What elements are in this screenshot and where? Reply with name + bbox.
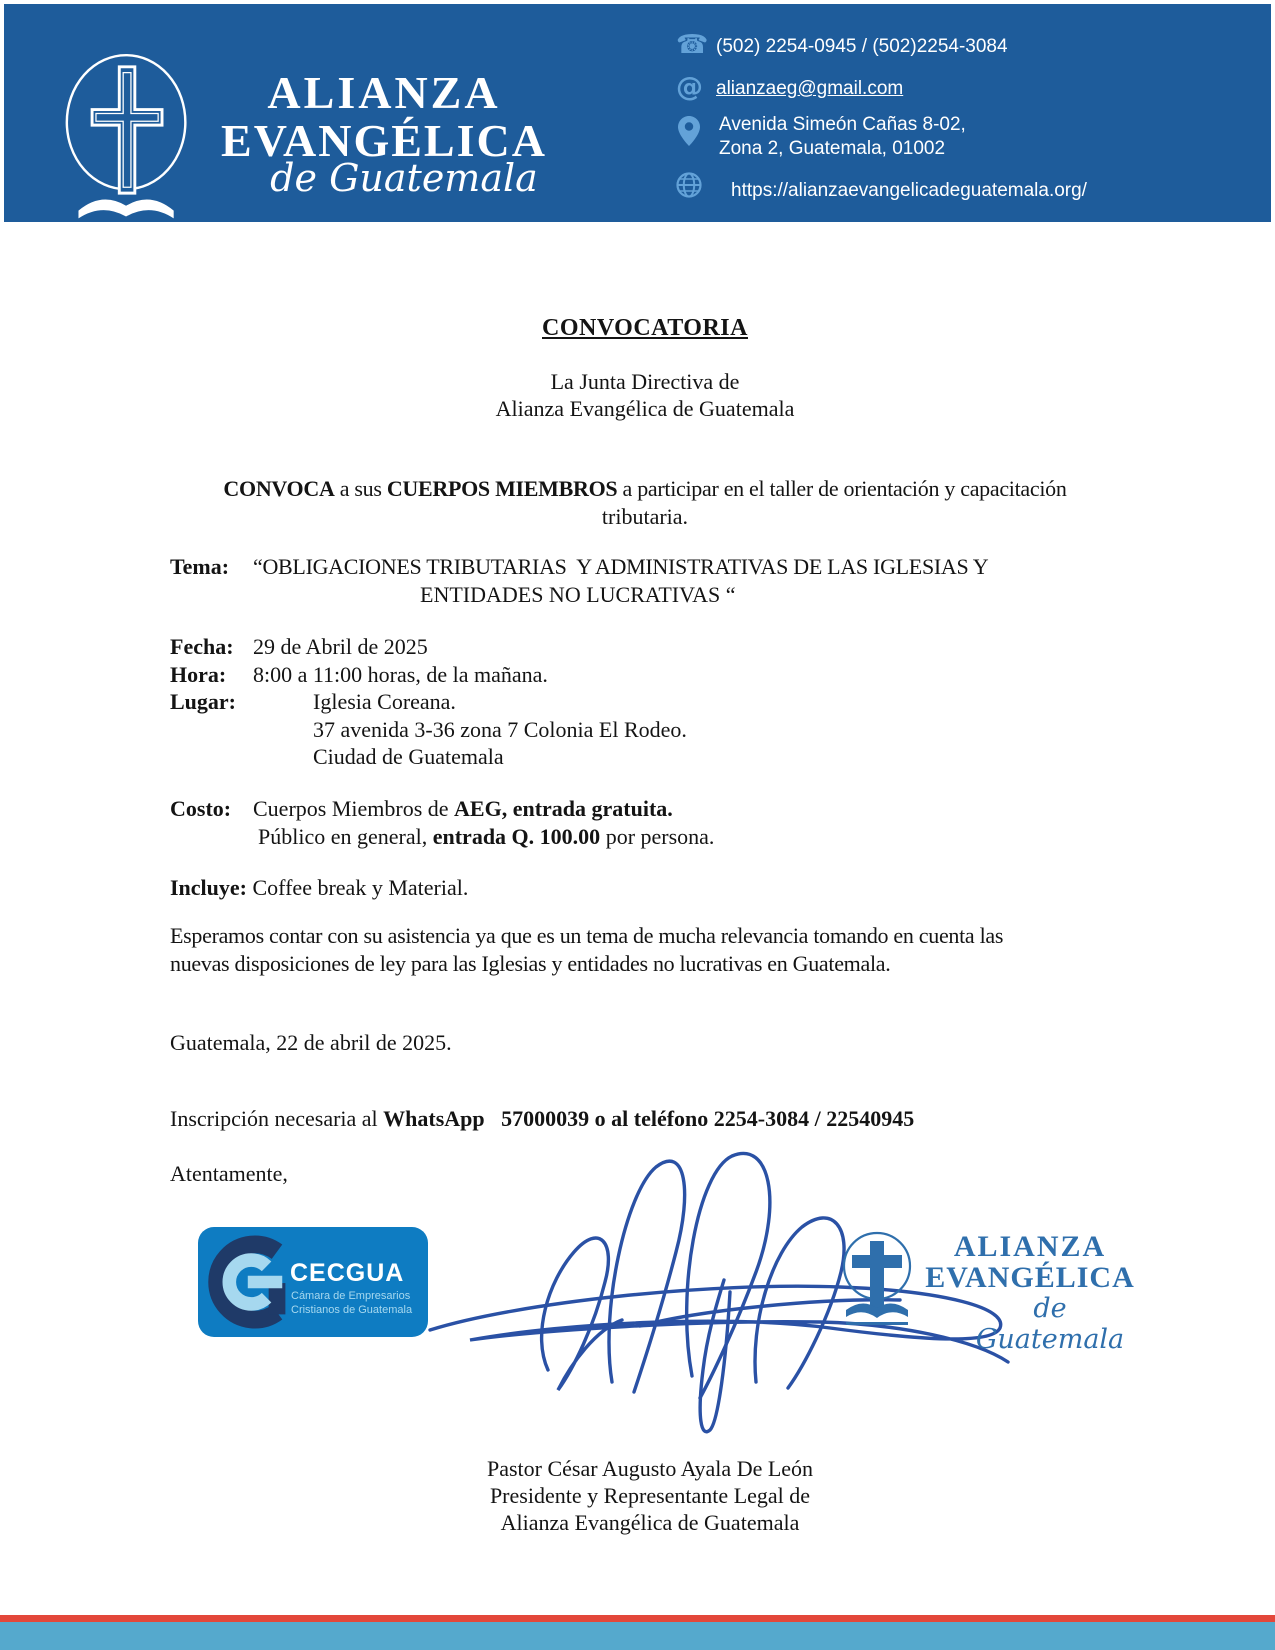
intro-line-1: La Junta Directiva de: [550, 369, 740, 394]
phone-icon: ☎: [676, 30, 709, 60]
paragraph-line-2: nuevas disposiciones de ley para las Iglesias y entidades no lucrativas en Guatemala.: [170, 951, 891, 976]
convoca-line-2: tributaria.: [601, 504, 689, 529]
date-line: Guatemala, 22 de abril de 2025.: [170, 1030, 452, 1055]
convoca-line-1: CONVOCA a sus CUERPOS MIEMBROS a participar en el taller de orientación y capacitación: [223, 476, 1067, 501]
intro-line-2: Alianza Evangélica de Guatemala: [495, 396, 795, 421]
brand-word-alianza: ALIANZA: [267, 67, 501, 118]
fecha-value: 29 de Abril de 2025: [253, 634, 428, 659]
cecgua-g-mark-icon: [206, 1235, 300, 1329]
footer-blue-bar: [0, 1622, 1275, 1650]
phone-numbers: (502) 2254-0945 / (502)2254-3084: [716, 36, 1008, 57]
signatory-title: Presidente y Representante Legal de: [489, 1483, 811, 1508]
location-pin-icon: [678, 116, 700, 146]
at-icon: @: [676, 72, 703, 103]
inscription-bold: WhatsApp 57000039 o al teléfono 2254-3084 / 22540945: [383, 1106, 915, 1131]
lugar-line-2: 37 avenida 3-36 zona 7 Colonia El Rodeo.: [313, 717, 687, 742]
aeg-footer-word-de-guatemala: de Guatemala: [975, 1293, 1125, 1355]
globe-icon: [676, 172, 702, 198]
address-line-2: Zona 2, Guatemala, 01002: [719, 138, 946, 159]
brand-word-evangelica: EVANGÉLICA: [221, 115, 547, 166]
costo-bold-2: entrada Q. 100.00: [432, 824, 601, 849]
brand-word-de-guatemala: de Guatemala: [270, 156, 538, 200]
hora-label: Hora:: [170, 662, 227, 687]
costo-line-1: Cuerpos Miembros de AEG, entrada gratuita.: [253, 796, 673, 821]
incluye-label: Incluye:: [170, 875, 247, 900]
inscription-line: Inscripción necesaria al WhatsApp 57000039 o al teléfono 2254-3084 / 22540945: [170, 1106, 915, 1131]
closing-line: Atentamente,: [170, 1161, 288, 1186]
lugar-label: Lugar:: [170, 689, 236, 714]
address-line-1: Avenida Simeón Cañas 8-02,: [719, 114, 966, 135]
tema-label: Tema:: [170, 554, 230, 579]
aeg-footer-word-alianza: ALIANZA: [953, 1230, 1107, 1263]
costo-line-2: Público en general, entrada Q. 100.00 por persona.: [258, 824, 715, 849]
convoca-bold-1: CONVOCA: [223, 476, 335, 501]
costo-bold-1: AEG, entrada gratuita.: [454, 796, 673, 821]
signatory-org: Alianza Evangélica de Guatemala: [500, 1510, 800, 1535]
footer-red-bar: [0, 1615, 1275, 1622]
lugar-line-1: Iglesia Coreana.: [313, 689, 456, 714]
lugar-line-3: Ciudad de Guatemala: [313, 744, 504, 769]
aeg-footer-word-evangelica: EVANGÉLICA: [925, 1261, 1135, 1294]
convoca-bold-2: CUERPOS MIEMBROS: [386, 476, 618, 501]
email-link[interactable]: alianzaeg@gmail.com: [716, 78, 904, 99]
aeg-cross-book-logo-icon: [61, 49, 197, 244]
cecgua-logo: [198, 1227, 428, 1337]
letterhead: [4, 4, 1271, 222]
cecgua-tagline: Cámara de Empresarios Cristianos de Guatemala: [291, 1290, 413, 1316]
signatory-name: Pastor César Augusto Ayala De León: [486, 1456, 814, 1481]
hora-value: 8:00 a 11:00 horas, de la mañana.: [253, 662, 548, 687]
fecha-label: Fecha:: [170, 634, 234, 659]
paragraph-line-1: Esperamos contar con su asistencia ya que es un tema de mucha relevancia tomando en cuenta las: [170, 923, 1004, 948]
costo-label: Costo:: [170, 796, 232, 821]
website-link[interactable]: https://alianzaevangelicadeguatemala.org/: [731, 180, 1087, 201]
document-title: CONVOCATORIA: [542, 315, 748, 341]
cecgua-wordmark: CECGUA: [290, 1259, 405, 1287]
aeg-footer-cross-book-icon: [840, 1228, 916, 1328]
tema-value-line-2: ENTIDADES NO LUCRATIVAS “: [420, 582, 736, 607]
tema-value-line-1: “OBLIGACIONES TRIBUTARIAS Y ADMINISTRATIVAS DE LAS IGLESIAS Y: [253, 554, 989, 579]
incluye-row: Incluye: Coffee break y Material.: [170, 875, 469, 900]
